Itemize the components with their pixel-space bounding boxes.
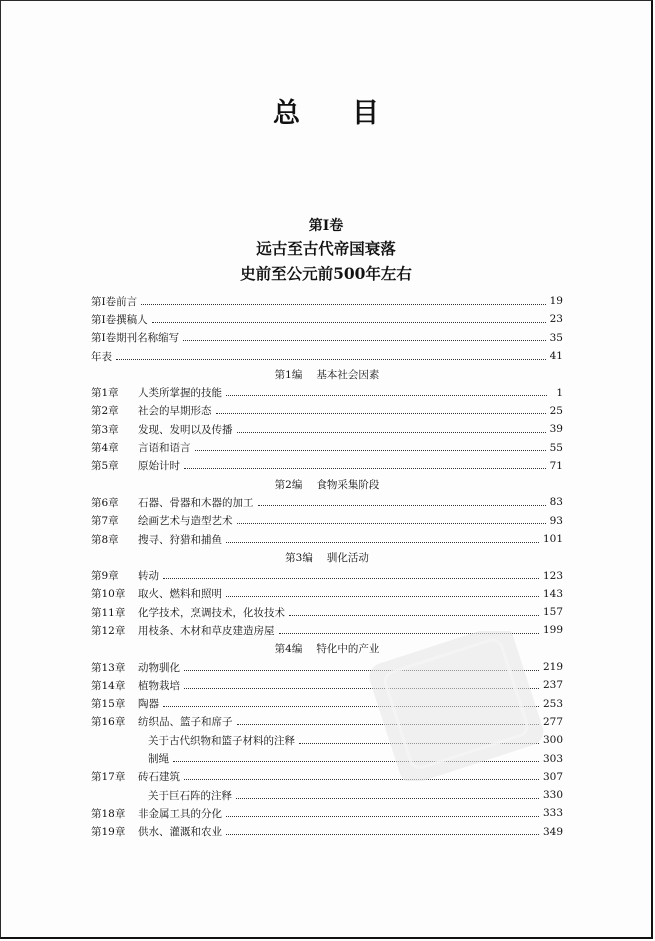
toc-entry-page: 41 (549, 350, 563, 363)
toc-entry-title: 非金属工具的分化 (138, 807, 222, 820)
leader-dots (226, 834, 539, 835)
chapter-number: 第19章 (91, 826, 126, 839)
volume-label: 第Ⅰ卷 (308, 218, 344, 234)
toc-entry-page: 23 (549, 313, 563, 326)
chapter-number: 第3章 (91, 423, 119, 436)
chapter-number: 第18章 (91, 807, 126, 820)
leader-dots (163, 578, 539, 579)
toc-entry-title: 第Ⅰ卷期刊名称缩写 (91, 332, 180, 345)
leader-dots (258, 505, 546, 506)
part-label: 第1编 (274, 368, 303, 381)
page-title: 总目 (273, 98, 431, 129)
toc-entry-title: 供水、灌溉和农业 (138, 826, 222, 839)
part-name: 特化中的产业 (316, 643, 380, 656)
toc-entry-title: 绘画艺术与造型艺术 (138, 515, 233, 528)
toc-entry[interactable] (91, 566, 563, 584)
chapter-number: 第11章 (91, 606, 126, 619)
toc-entry-title: 石器、骨器和木器的加工 (138, 496, 254, 509)
toc-entry[interactable] (91, 420, 563, 438)
leader-dots (116, 359, 546, 360)
leader-dots (289, 615, 539, 616)
toc-entry-title: 纺织品、篮子和席子 (138, 716, 233, 729)
leader-dots (236, 798, 539, 799)
toc-entry-page: 349 (542, 825, 563, 838)
volume-period: 史前至公元前500年左右 (240, 264, 412, 283)
chapter-number: 第15章 (91, 698, 126, 711)
chapter-number: 第12章 (91, 624, 126, 637)
toc-entry[interactable] (91, 292, 563, 310)
leader-dots (195, 450, 546, 451)
toc-entry[interactable] (91, 512, 563, 530)
toc-entry-page: 307 (542, 770, 563, 783)
chapter-number: 第1章 (91, 387, 119, 400)
toc-entry-title: 言语和语言 (138, 442, 191, 455)
toc-entry-title: 关于古代织物和篮子材料的注释 (148, 734, 295, 747)
chapter-number: 第7章 (91, 515, 119, 528)
leader-dots (226, 596, 539, 597)
toc-entry-page: 143 (542, 587, 563, 600)
leader-dots (226, 816, 539, 817)
toc-entry[interactable] (91, 438, 563, 456)
part-label: 第2编 (274, 478, 303, 491)
toc-entry-title: 第Ⅰ卷前言 (91, 295, 138, 308)
chapter-number: 第14章 (91, 679, 126, 692)
toc-entry[interactable] (91, 329, 563, 347)
leader-dots (237, 523, 546, 524)
toc-entry[interactable] (91, 804, 563, 822)
leader-dots (184, 468, 546, 469)
toc-entry-title: 转动 (138, 570, 159, 583)
toc-entry[interactable] (91, 823, 563, 841)
toc-entry[interactable] (91, 530, 563, 548)
toc-entry-page: 1 (556, 386, 563, 399)
toc-entry-title: 关于巨石阵的注释 (148, 789, 232, 802)
toc-entry-title: 年表 (91, 350, 112, 363)
toc-entry-page: 237 (542, 679, 563, 692)
chapter-number: 第16章 (91, 716, 126, 729)
toc-entry-title: 用枝条、木材和草皮建造房屋 (138, 624, 275, 637)
toc-entry[interactable] (91, 383, 563, 401)
toc-entry[interactable] (91, 603, 563, 621)
leader-dots (141, 304, 545, 305)
toc-entry-title: 第Ⅰ卷撰稿人 (91, 313, 148, 326)
part-name: 食物采集阶段 (316, 478, 380, 491)
toc-entry[interactable] (91, 402, 563, 420)
toc-entry-page: 333 (542, 807, 563, 820)
chapter-number: 第13章 (91, 661, 126, 674)
toc-entry-title: 陶器 (138, 698, 159, 711)
toc-entry-page: 199 (542, 624, 563, 637)
chapter-number: 第9章 (91, 570, 119, 583)
leader-dots (152, 322, 546, 323)
chapter-number: 第10章 (91, 588, 126, 601)
toc-entry-page: 55 (549, 441, 563, 454)
toc-entry[interactable] (91, 347, 563, 365)
leader-dots (226, 395, 547, 396)
part-name: 基本社会因素 (316, 368, 380, 381)
part-heading (91, 475, 563, 493)
toc-entry-page: 19 (549, 295, 563, 308)
chapter-number: 第8章 (91, 533, 119, 546)
toc-entry-page: 219 (542, 661, 563, 674)
chapter-number: 第6章 (91, 496, 119, 509)
toc-entry-page: 277 (542, 715, 563, 728)
toc-entry-page: 157 (542, 606, 563, 619)
toc-entry-page: 300 (542, 734, 563, 747)
toc-entry-title: 取火、燃料和照明 (138, 588, 222, 601)
chapter-number: 第2章 (91, 405, 119, 418)
toc-entry-title: 化学技术，烹调技术，化妆技术 (138, 606, 285, 619)
library-stamp-watermark (364, 631, 554, 781)
part-name: 驯化活动 (326, 551, 369, 564)
toc-subentry[interactable] (91, 786, 563, 804)
chapter-number: 第4章 (91, 442, 119, 455)
toc-entry-page: 330 (542, 789, 563, 802)
toc-entry-page: 123 (542, 569, 563, 582)
toc-entry-title: 搜寻、狩猎和捕鱼 (138, 533, 222, 546)
toc-entry-page: 39 (549, 423, 563, 436)
toc-entry-page: 93 (549, 514, 563, 527)
chapter-number: 第5章 (91, 460, 119, 473)
toc-entry-page: 303 (542, 752, 563, 765)
toc-entry-title: 制绳 (148, 753, 169, 766)
part-heading (91, 548, 563, 566)
toc-entry-title: 社会的早期形态 (138, 405, 212, 418)
toc-entry-title: 砖石建筑 (138, 771, 180, 784)
toc-entry[interactable] (91, 310, 563, 328)
toc-entry[interactable] (91, 457, 563, 475)
chapter-number: 第17章 (91, 771, 126, 784)
toc-entry-title: 植物栽培 (138, 679, 180, 692)
toc-entry-title: 动物驯化 (138, 661, 180, 674)
toc-entry[interactable] (91, 585, 563, 603)
toc-entry-page: 101 (542, 533, 563, 545)
leader-dots (226, 542, 539, 543)
toc-entry-page: 83 (549, 496, 563, 509)
leader-dots (183, 340, 545, 341)
part-label: 第4编 (274, 643, 303, 656)
leader-dots (216, 413, 546, 414)
part-label: 第3编 (285, 551, 313, 564)
toc-entry-page: 35 (549, 331, 563, 344)
toc-entry-title: 人类所掌握的技能 (138, 387, 222, 400)
toc-entry-page: 71 (549, 459, 563, 472)
toc-entry[interactable] (91, 493, 563, 511)
toc-entry-page: 253 (542, 697, 563, 710)
toc-entry-page: 25 (549, 404, 563, 417)
leader-dots (237, 432, 546, 433)
volume-subtitle: 远古至古代帝国衰落 (256, 239, 396, 258)
part-heading (91, 365, 563, 383)
toc-entry-title: 原始计时 (138, 460, 180, 473)
toc-entry-title: 发现、发明以及传播 (138, 423, 233, 436)
